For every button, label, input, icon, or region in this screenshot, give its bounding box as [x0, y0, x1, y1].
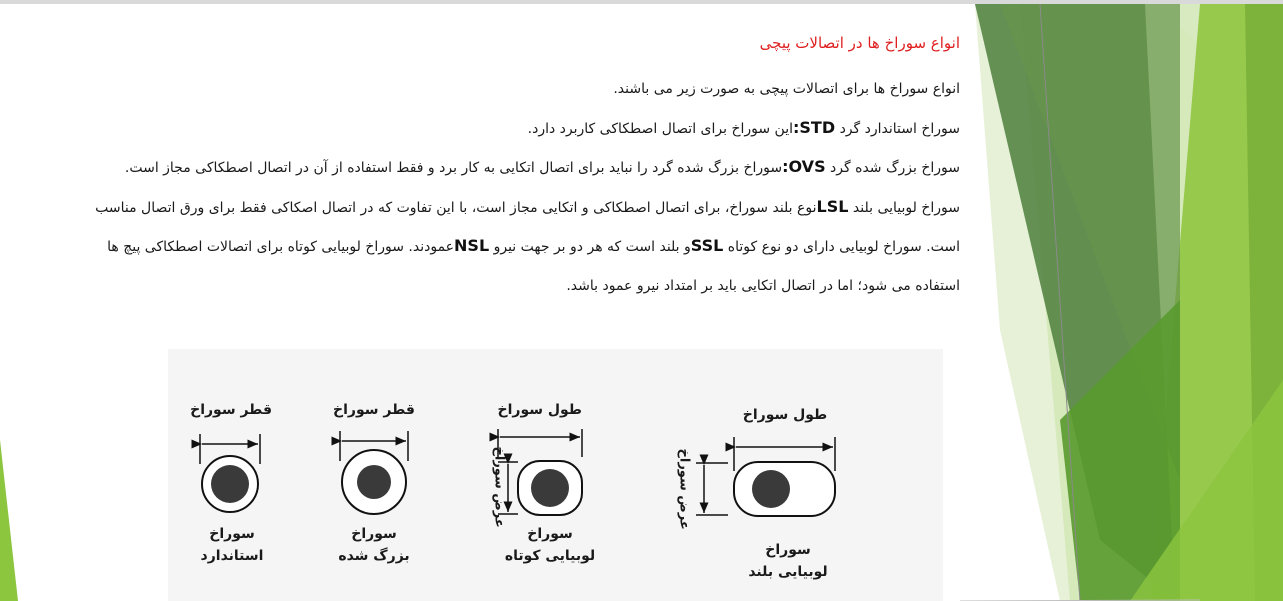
- ovs-caption-line-2: بزرگ شده: [338, 548, 410, 564]
- ssl-caption: [498, 523, 602, 567]
- ssl-caption-line-1: سوراخ: [527, 526, 573, 542]
- lsl-code: LSL: [816, 196, 849, 216]
- nsl-code: NSL: [454, 236, 490, 255]
- ssl-length-label: طول سوراخ: [497, 402, 582, 418]
- lsl-text-1: نوع بلند سوراخ، برای اتصال اصطکاکی و اتکایی مجاز است، با این تفاوت که در اتصال اصکاکی فقط برای ورق اتصال مناسب است. سوراخ لوبیایی دارای دو نوع کوتاه: [95, 199, 960, 255]
- standard-hole-drawing: [200, 434, 260, 512]
- std-code: :STD: [793, 117, 836, 137]
- ovs-caption-line-1: سوراخ: [351, 526, 397, 542]
- slide-body: [82, 70, 960, 305]
- lsl-paragraph: [82, 188, 960, 306]
- ovs-code: :OVS: [782, 157, 826, 176]
- lsl-length-label: طول سوراخ: [742, 407, 828, 423]
- intro-paragraph: انواع سوراخ ها برای اتصالات پیچی به صورت زیر می باشند.: [613, 81, 960, 97]
- ovs-caption: [332, 523, 416, 567]
- std-caption-line-2: استاندارد: [200, 548, 264, 564]
- lsl-caption-line-2: لوبیایی بلند: [748, 564, 828, 580]
- ssl-caption-line-2: لوبیایی کوتاه: [504, 548, 596, 564]
- lsl-caption: [736, 539, 840, 583]
- short-slotted-hole-drawing: [498, 429, 582, 515]
- std-diameter-label: قطر سوراخ: [190, 402, 272, 418]
- ovs-paragraph: [82, 148, 960, 188]
- lsl-text-2: و بلند است که هر دو بر جهت نیرو: [489, 239, 691, 255]
- ssl-code: SSL: [690, 236, 724, 255]
- lsl-caption-line-1: سوراخ: [765, 542, 811, 558]
- hole-types-figure: [168, 349, 943, 601]
- std-caption-line-1: سوراخ: [209, 526, 255, 542]
- lsl-width-label: عرض سوراخ: [676, 448, 692, 530]
- long-slotted-hole-drawing: [696, 437, 835, 516]
- ovs-diameter-label: قطر سوراخ: [333, 402, 415, 418]
- lsl-text-3: عمودند. سوراخ لوبیایی کوتاه برای اتصالات اصطکاکی پیچ ها استفاده می شود؛ اما در اتصال اتکایی باید بر امتداد نیرو عمود باشد.: [107, 239, 960, 294]
- ovs-text: سوراخ بزرگ شده گرد را نباید برای اتصال اتکایی به کار برد و فقط استفاده از آن در اتصال اصطکاکی مجاز است.: [124, 160, 783, 176]
- oversized-hole-drawing: [340, 431, 408, 514]
- lsl-prefix: سوراخ لوبیایی بلند: [848, 199, 960, 216]
- ssl-width-label: عرض سوراخ: [491, 446, 507, 528]
- std-text: این سوراخ برای اتصال اصطکاکی کاربرد دارد.: [527, 120, 793, 137]
- std-paragraph: [82, 109, 960, 149]
- std-caption: [190, 523, 274, 567]
- std-prefix: سوراخ استاندارد گرد: [835, 120, 960, 137]
- slide-title: انواع سوراخ ها در اتصالات پیچی: [759, 34, 960, 52]
- ovs-prefix: سوراخ بزرگ شده گرد: [825, 160, 960, 176]
